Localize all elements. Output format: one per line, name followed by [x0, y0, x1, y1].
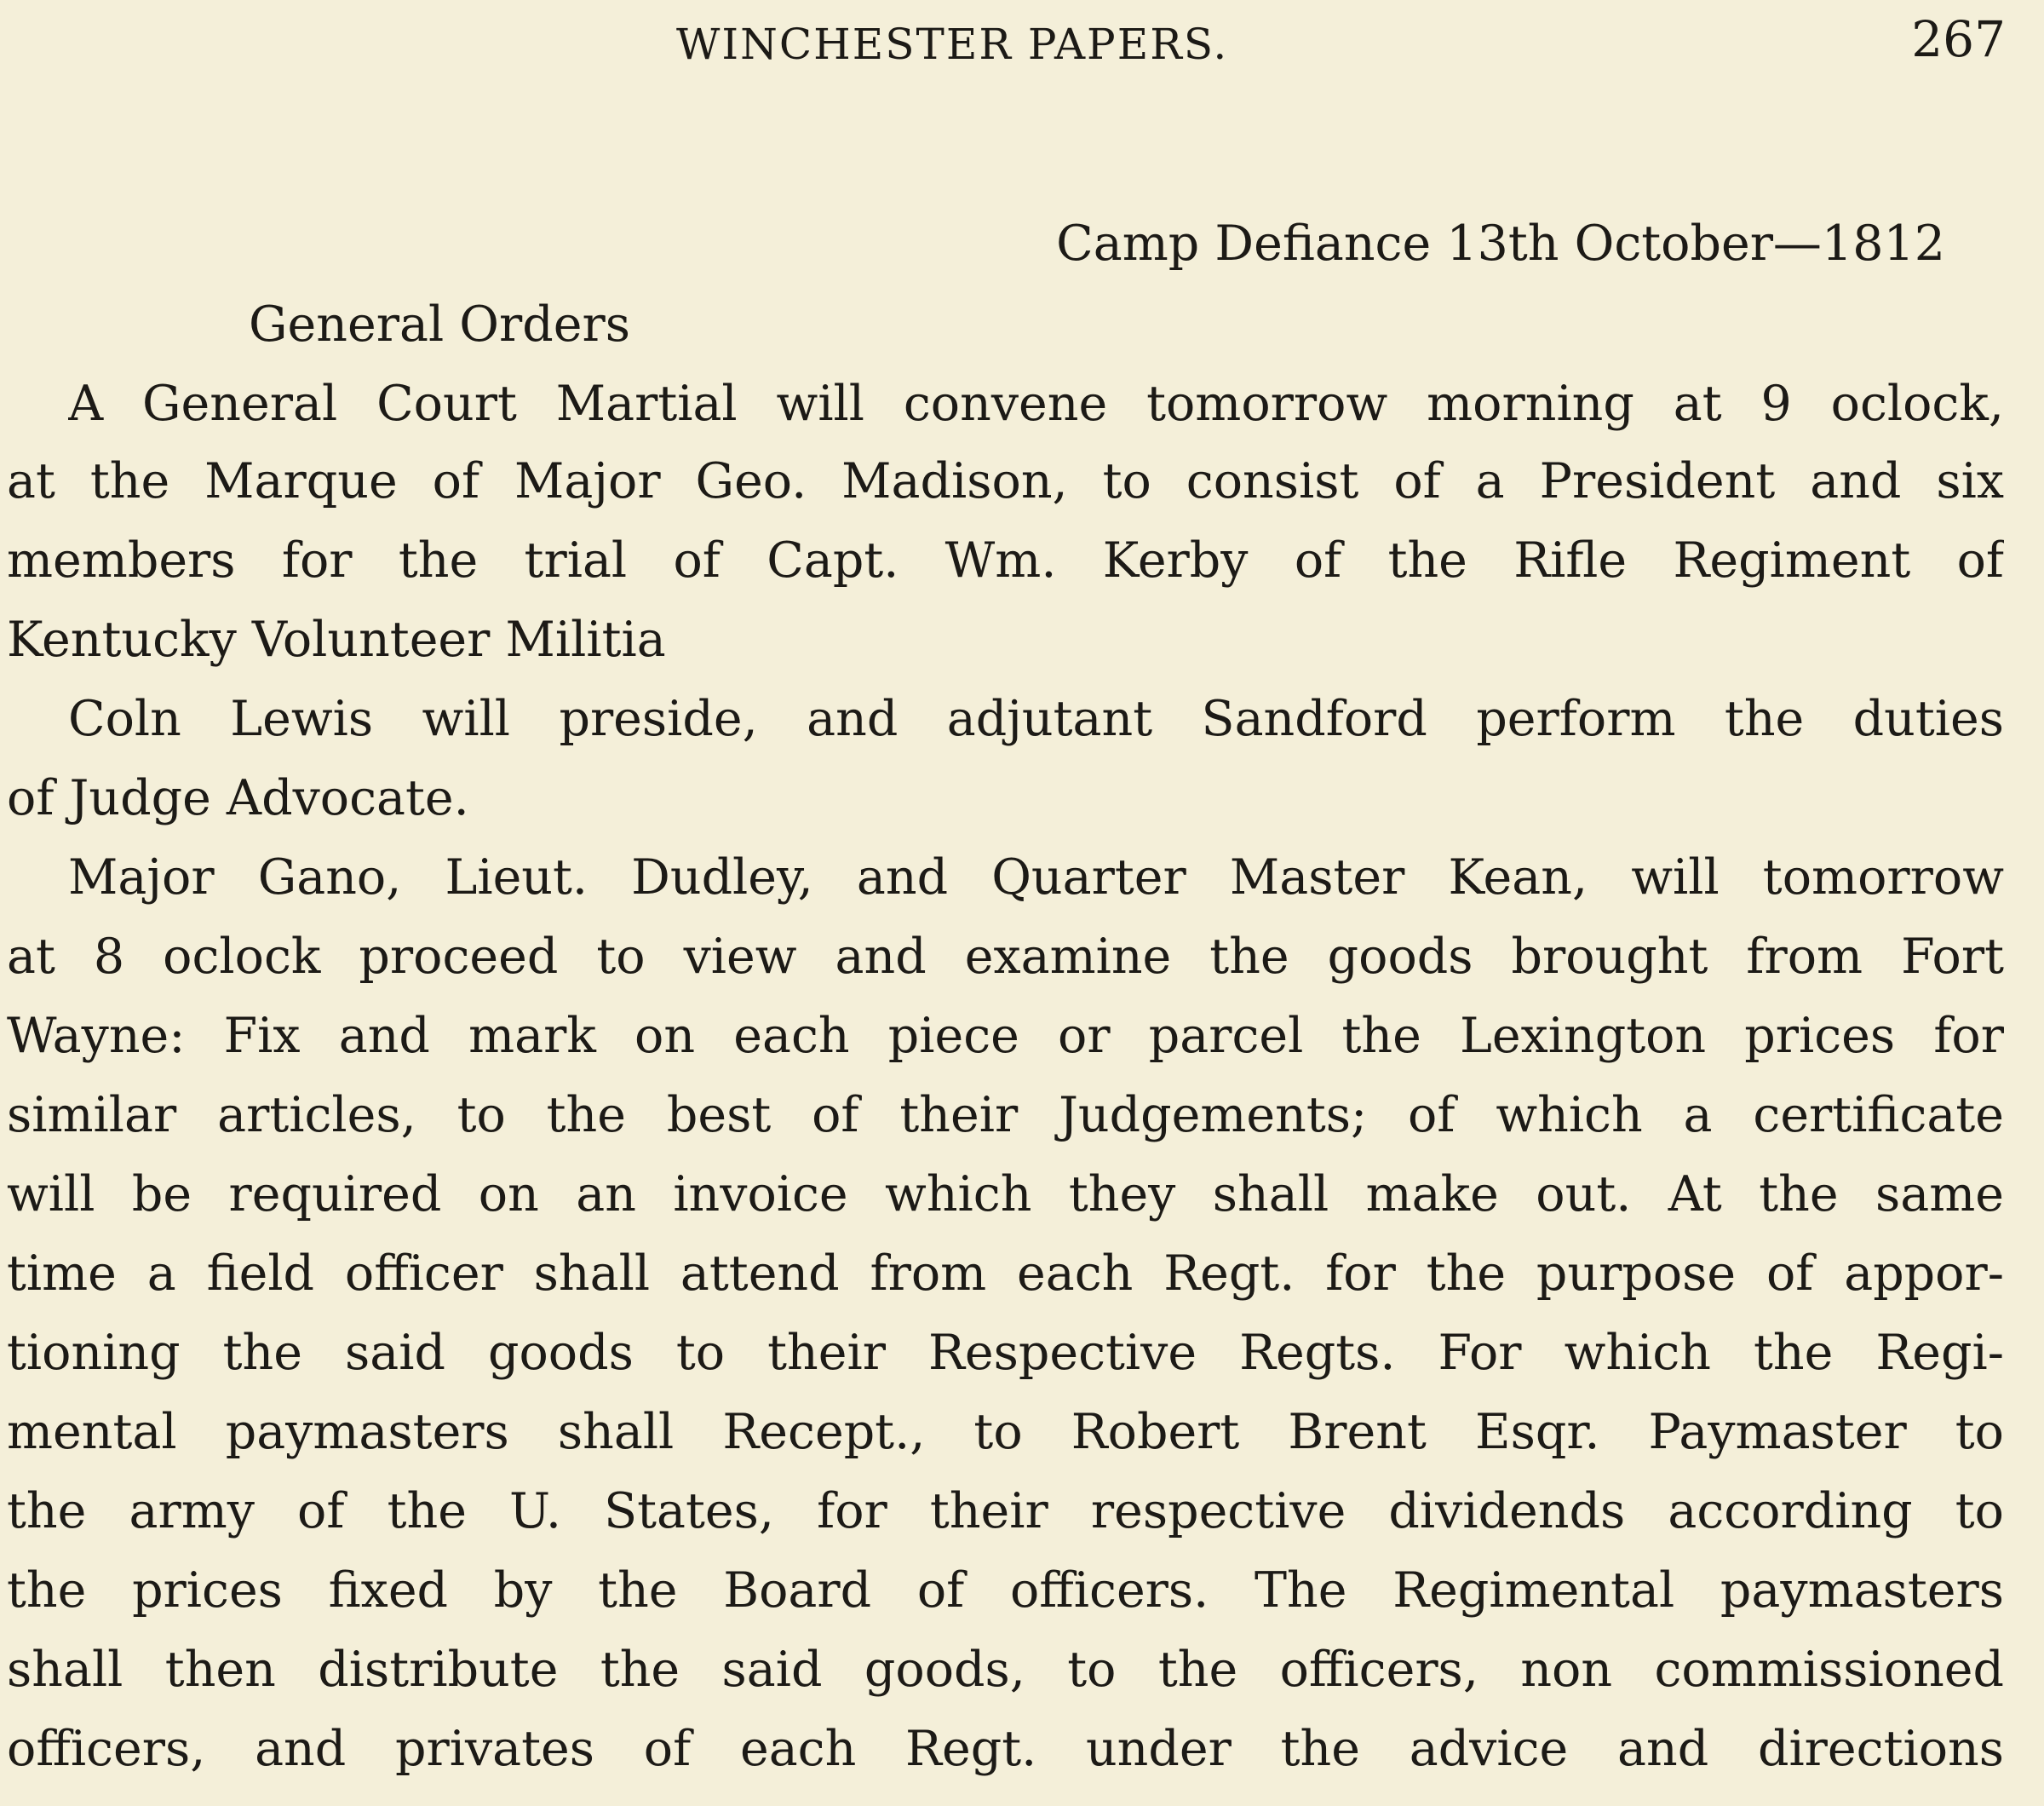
text-line: at the Marque of Major Geo. Madison, to consist of a President and six: [7, 453, 2004, 509]
text-line: Major Gano, Lieut. Dudley, and Quarter Master Kean, will tomorrow: [68, 849, 2004, 906]
text-line: the prices fixed by the Board of officers. The Regimental paymasters: [7, 1562, 2004, 1619]
running-head: [0, 10, 2044, 70]
text-line: the army of the U. States, for their respective dividends according to: [7, 1483, 2004, 1539]
dateline: Camp Defiance 13th October—1812: [1056, 216, 1945, 272]
text-line: mental paymasters shall Recept., to Robert Brent Esqr. Paymaster to: [7, 1404, 2004, 1460]
text-line: members for the trial of Capt. Wm. Kerby of the Rifle Regiment of: [7, 532, 2004, 589]
page-number: 267: [1911, 10, 2006, 68]
text-line: of Judge Advocate.: [7, 770, 469, 826]
section-heading: General Orders: [249, 296, 630, 353]
text-line: officers, and privates of each Regt. under the advice and directions: [7, 1721, 2004, 1777]
text-line: will be required on an invoice which they shall make out. At the same: [7, 1166, 2004, 1222]
text-line: at 8 oclock proceed to view and examine the goods brought from Fort: [7, 929, 2004, 985]
text-line: A General Court Martial will convene tomorrow morning at 9 oclock,: [68, 376, 2004, 432]
text-line: Wayne: Fix and mark on each piece or parcel the Lexington prices for: [7, 1008, 2004, 1064]
text-line: similar articles, to the best of their Judgements; of which a certificate: [7, 1087, 2004, 1143]
text-line: Coln Lewis will preside, and adjutant Sandford perform the duties: [68, 691, 2004, 747]
running-title: WINCHESTER PAPERS.: [676, 20, 1229, 69]
text-line: shall then distribute the said goods, to the officers, non commissioned: [7, 1642, 2004, 1698]
text-line: Kentucky Volunteer Militia: [7, 612, 666, 668]
text-line: time a field officer shall attend from each Regt. for the purpose of appor-: [7, 1245, 2004, 1302]
text-line: tioning the said goods to their Respective Regts. For which the Regi-: [7, 1325, 2004, 1381]
